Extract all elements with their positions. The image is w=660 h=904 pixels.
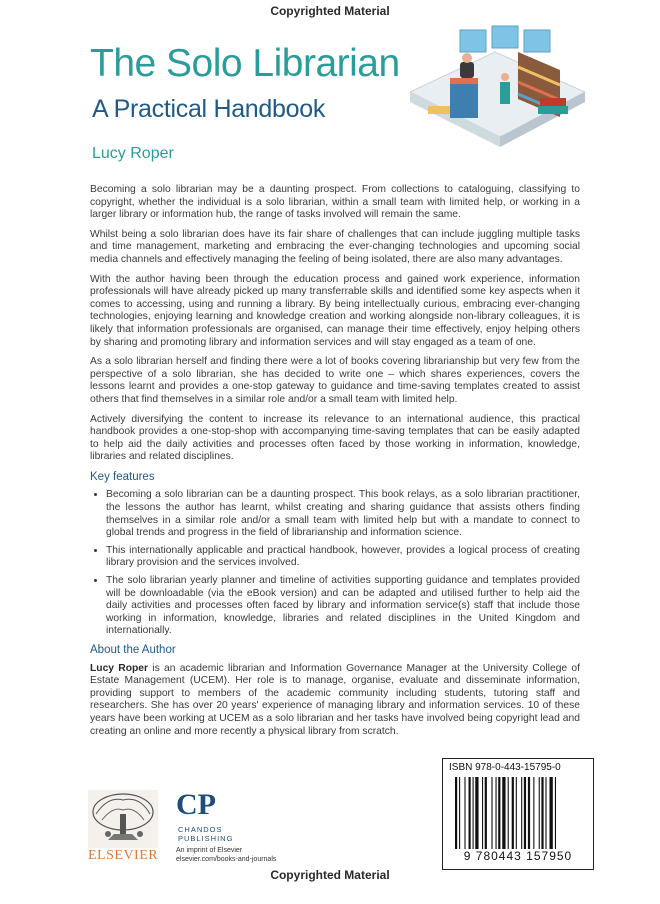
- list-item: • Becoming a solo librarian can be a daunting prospect. This book relays, as a solo librarian practitioner, the lessons the author has learnt, whilst creating and sharing guidance that assists others finding themselves in a similar role and/or a small team with limited help but with a mandate to connect to global trends and progress in the field of librarianship and information science.: [106, 489, 580, 539]
- paragraph: Whilst being a solo librarian does have its fair share of challenges that can include juggling multiple tasks and time management, marketing and embracing the ever-changing technologies and upcoming social media channels and effectively managing the feeling of being isolated, there are also many advantages.: [90, 228, 580, 265]
- key-features-list: [90, 489, 580, 638]
- list-item: • This internationally applicable and practical handbook, however, provides a logical process of creating library provision and the services involved.: [106, 545, 580, 570]
- about-author-heading: About the Author: [90, 644, 176, 656]
- back-cover-text: [90, 184, 580, 745]
- paragraph: With the author having been through the education process and gained work experience, information professionals will have already picked up many transferrable skills and identified some key aspects when it comes to accessing, using and running a library. By being intellectually curious, embracing ever-changing technologies, enjoying learning and knowledge creation and working alongside non-library colleagues, it is likely that information professionals are organised, can manage their time effectively, enjoy helping others by sharing and promoting library and information services and will stay engaged as a team of one.: [90, 273, 580, 348]
- imprint-line: An imprint of Elsevier: [176, 847, 243, 854]
- about-author-bio: is an academic librarian and Information Governance Manager at the University College of Estate Management (UCEM). Her role is to manage, organise, evaluate and disseminate information, providing support to members of the academic community including students, tutoring staff and researchers. She has over 20 years' experience of managing library and information services. 10 of these years have been working at UCEM as a solo librarian and her tasks have involved being copyright lead and creating an online and more recently a physical library from scratch.: [90, 662, 580, 737]
- about-author-text: [90, 663, 580, 739]
- key-features-heading: Key features: [90, 470, 155, 483]
- elsevier-tree-logo: [88, 790, 158, 848]
- isbn-label: ISBN 978-0-443-15795-0: [449, 762, 561, 773]
- chandos-publishing-text: [178, 825, 233, 843]
- barcode-icon: [453, 777, 583, 849]
- barcode-number: 9 780443 157950: [463, 849, 573, 863]
- paragraph: As a solo librarian herself and finding there were a lot of books covering librarianship but very few from the perspective of a solo librarian, she has decided to write one – which shares experiences, covers the lessons learnt and provides a one-stop gateway to guidance and time-saving templates created to assist others that find themselves in a similar role and/or a small team with limited help.: [90, 356, 580, 405]
- list-item: • The solo librarian yearly planner and timeline of activities supporting guidance and templates provided will be downloadable (via the eBook version) and can be adapted and utilised further to help aid the daily activities and processes often faced by library and information service(s) staff that include those working in information, knowledge, libraries and related disciplines in the United Kingdom and internationally.: [106, 575, 580, 638]
- elsevier-wordmark: ELSEVIER: [88, 848, 159, 863]
- about-author-name: Lucy Roper: [90, 662, 149, 674]
- chandos-logo: CP: [176, 788, 216, 821]
- isbn-barcode-box: [442, 758, 594, 870]
- paragraph: Becoming a solo librarian may be a daunting prospect. From collections to cataloguing, classifying to copyright, whether the individual is a solo librarian, within a small team with limited help, or working in a larger library or information hub, the range of tasks involved will remain the same.: [90, 184, 580, 221]
- watermark-bottom: Copyrighted Material: [270, 868, 390, 882]
- book-title: The Solo Librarian: [90, 42, 400, 85]
- chandos-line: PUBLISHING: [178, 834, 234, 843]
- library-illustration: [400, 22, 590, 154]
- chandos-line: CHANDOS: [178, 825, 223, 834]
- watermark-top: Copyrighted Material: [270, 4, 390, 18]
- imprint-url: elsevier.com/books-and-journals: [176, 855, 277, 863]
- book-subtitle: A Practical Handbook: [92, 95, 326, 123]
- paragraph: Actively diversifying the content to increase its relevance to an international audience, this practical handbook provides a one-stop-shop with accompanying time-saving templates that can be easily adapted to help aid the daily activities and processes often faced by those working in information, knowledge, libraries and related disciplines.: [90, 413, 580, 463]
- author-name: Lucy Roper: [92, 145, 174, 162]
- imprint-text: [176, 847, 276, 864]
